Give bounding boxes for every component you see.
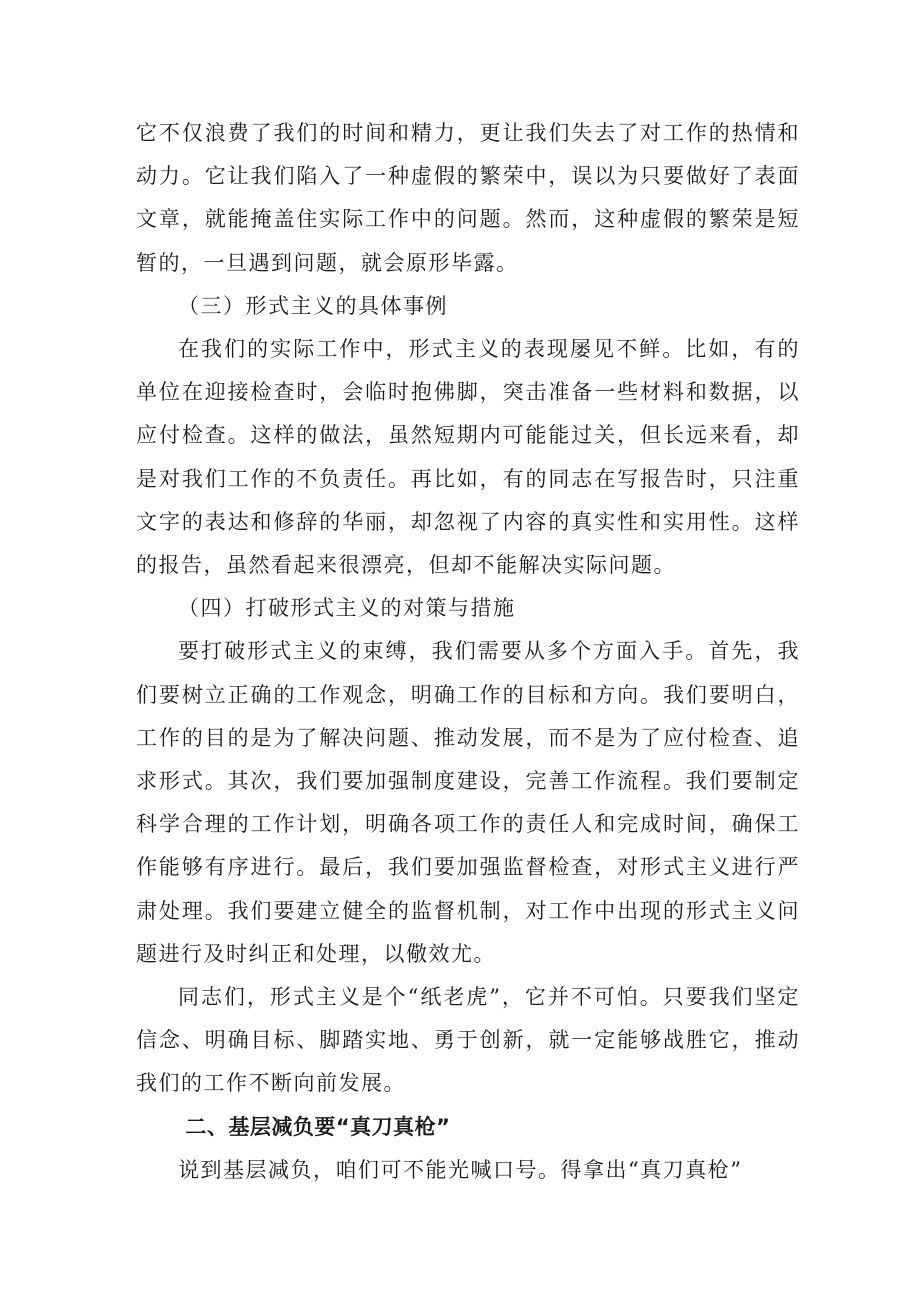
subheading-specific-examples: （三）形式主义的具体事例	[178, 293, 448, 318]
body-paragraph-examples: 在我们的实际工作中，形式主义的表现屡见不鲜。比如，有的单位在迎接检查时，会临时抱佛脚，突击准备一些材料和数据，以应付检查。这样的做法，虽然短期内可能能过关，但长远来看，却是对我们工作的不负责任。再比如，有的同志在写报告时，只注重文字的表达和修辞的华丽，却忽视了内容的真实性和实用性。这样的报告，虽然看起来很漂亮，但却不能解决实际问题。	[136, 337, 800, 578]
body-paragraph-measures: 要打破形式主义的束缚，我们需要从多个方面入手。首先，我们要树立正确的工作观念，明确工作的目标和方向。我们要明白，工作的目的是为了解决问题、推动发展，而不是为了应付检查、追求形式。其次，我们要加强制度建设，完善工作流程。我们要制定科学合理的工作计划，明确各项工作的责任人和完成时间，确保工作能够有序进行。最后，我们要加强监督检查，对形式主义进行严肃处理。我们要建立健全的监督机制，对工作中出现的形式主义问题进行及时纠正和处理，以儆效尤。	[136, 639, 800, 966]
body-paragraph-section2-start: 说到基层减负，咱们可不能光喊口号。得拿出“真刀真枪”	[178, 1157, 743, 1182]
section-heading-2: 二、基层减负要“真刀真枪”	[185, 1114, 451, 1139]
subheading-countermeasures: （四）打破形式主义的对策与措施	[178, 596, 516, 621]
body-paragraph-continued: 它不仅浪费了我们的时间和精力，更让我们失去了对工作的热情和动力。它让我们陷入了一种虚假的繁荣中，误以为只要做好了表面文章，就能掩盖住实际工作中的问题。然而，这种虚假的繁荣是短暂的，一旦遇到问题，就会原形毕露。	[136, 121, 800, 275]
document-page	[136, 112, 800, 1192]
body-paragraph-conclusion: 同志们，形式主义是个“纸老虎”，它并不可怕。只要我们坚定信念、明确目标、脚踏实地、勇于创新，就一定能够战胜它，推动我们的工作不断向前发展。	[136, 985, 800, 1096]
